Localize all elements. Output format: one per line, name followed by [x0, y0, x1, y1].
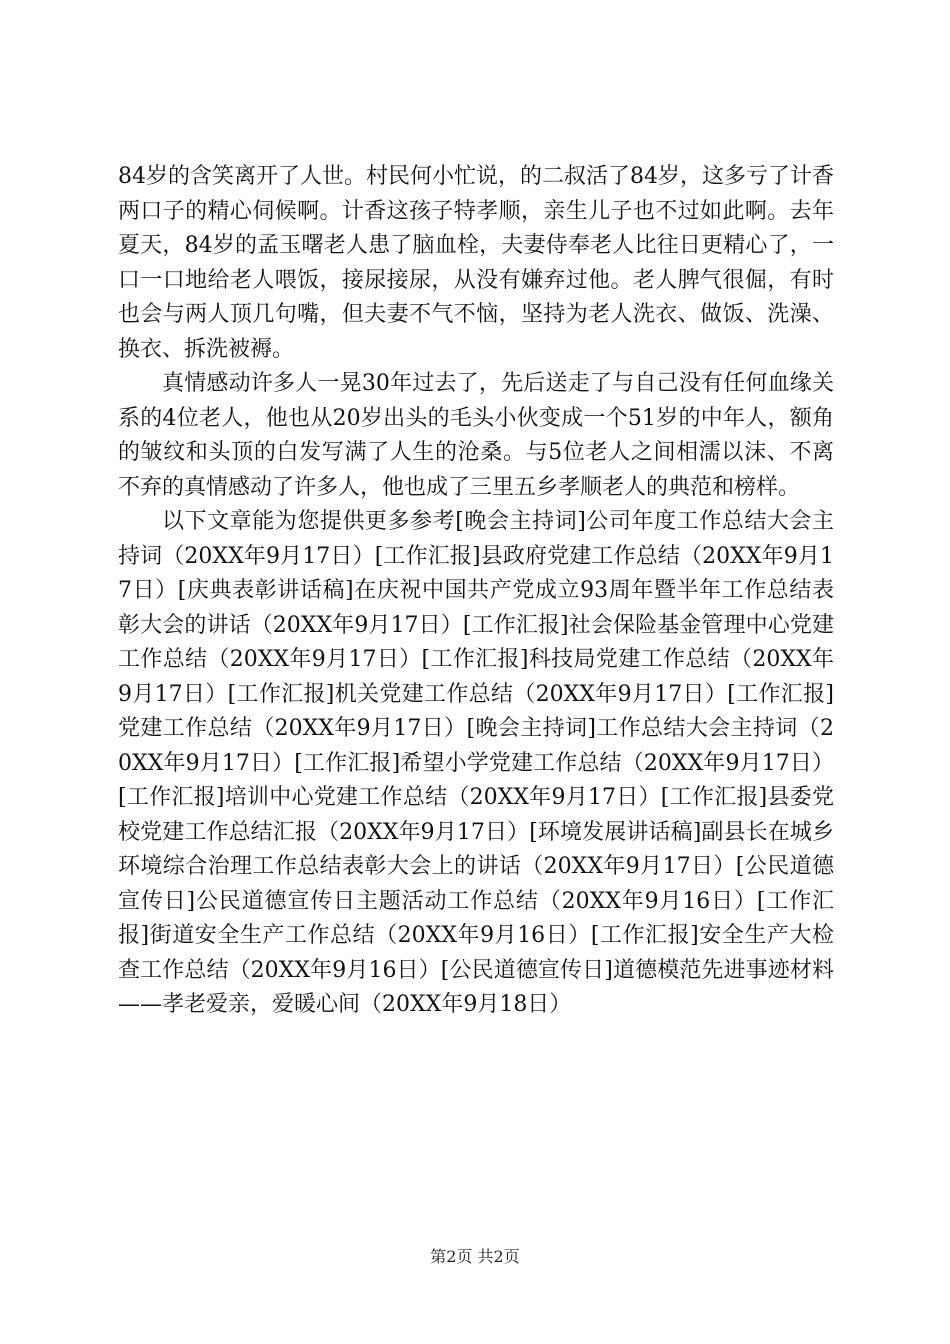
document-body — [118, 160, 834, 1023]
paragraph-related-articles: 以下文章能为您提供更多参考[晚会主持词]公司年度工作总结大会主持词（20XX年9月17日）[工作汇报]县政府党建工作总结（20XX年9月17日）[庆典表彰讲话稿]在庆祝中国共产党成立93周年暨半年工作总结表彰大会的讲话（20XX年9月17日）[工作汇报]社会保险基金管理中心党建工作总结（20XX年9月17日）[工作汇报]科技局党建工作总结（20XX年9月17日）[工作汇报]机关党建工作总结（20XX年9月17日）[工作汇报]党建工作总结（20XX年9月17日）[晚会主持词]工作总结大会主持词（20XX年9月17日）[工作汇报]希望小学党建工作总结（20XX年9月17日）[工作汇报]培训中心党建工作总结（20XX年9月17日）[工作汇报]县委党校党建工作总结汇报（20XX年9月17日）[环境发展讲话稿]副县长在城乡环境综合治理工作总结表彰大会上的讲话（20XX年9月17日）[公民道德宣传日]公民道德宣传日主题活动工作总结（20XX年9月16日）[工作汇报]街道安全生产工作总结（20XX年9月16日）[工作汇报]安全生产大检查工作总结（20XX年9月16日）[公民道德宣传日]道德模范先进事迹材料——孝老爱亲，爱暖心间（20XX年9月18日） — [118, 509, 834, 1017]
paragraph-caring-elder: 84岁的含笑离开了人世。村民何小忙说，的二叔活了84岁，这多亏了计香两口子的精心伺候啊。计香这孩子特孝顺，亲生儿子也不过如此啊。去年夏天，84岁的孟玉曙老人患了脑血栓，夫妻侍奉老人比往日更精心了，一口一口地给老人喂饭，接尿接尿，从没有嫌弃过他。老人脾气很倔，有时也会与两人顶几句嘴，但夫妻不气不恼，坚持为老人洗衣、做饭、洗澡、换衣、拆洗被褥。 — [118, 164, 834, 362]
paragraph-true-feelings: 真情感动许多人一晃30年过去了，先后送走了与自己没有任何血缘关系的4位老人，他也从20岁出头的毛头小伙变成一个51岁的中年人，额角的皱纹和头顶的白发写满了人生的沧桑。与5位老人之间相濡以沫、不离不弃的真情感动了许多人，他也成了三里五乡孝顺老人的典范和榜样。 — [118, 371, 834, 500]
page-number: 第2页 共2页 — [430, 1247, 520, 1266]
